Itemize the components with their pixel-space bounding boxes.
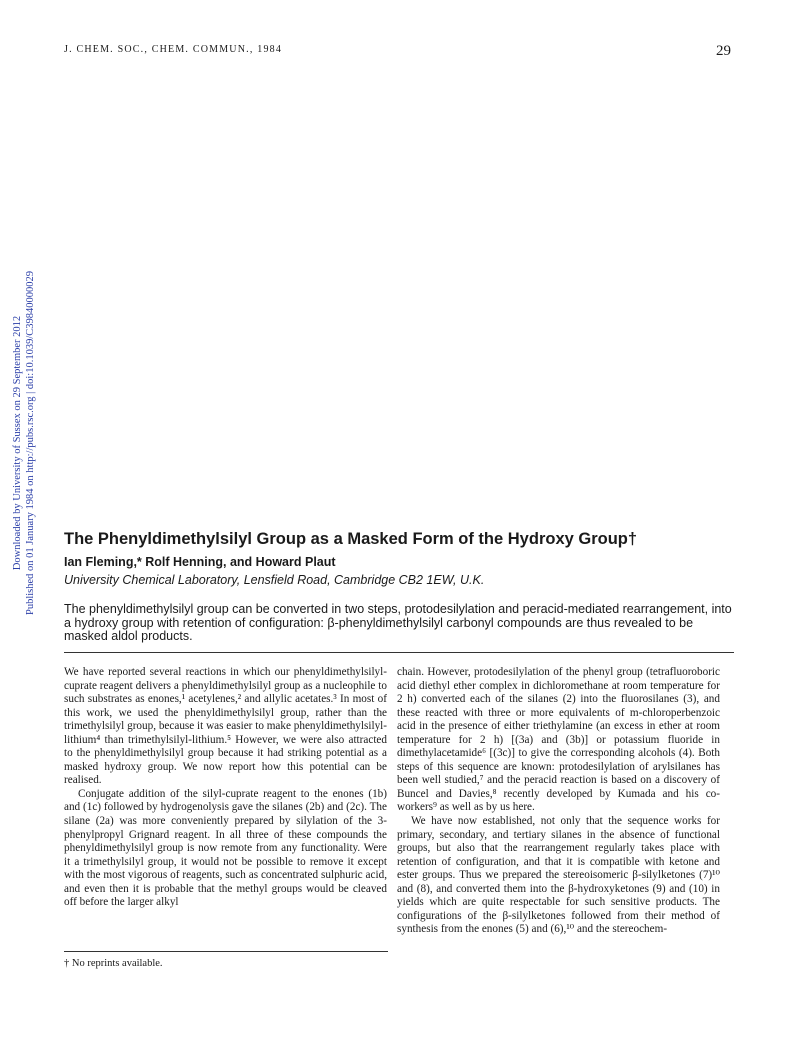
doi-note-line[interactable]: Published on 01 January 1984 on http://pubs.rsc.org | doi:10.1039/C39840000029 [25,270,36,616]
left-column [64,666,387,910]
article-authors: Ian Fleming,* Rolf Henning, and Howard Plaut [64,555,336,569]
body-paragraph: We have reported several reactions in which our phenyldimethylsilyl-cuprate reagent delivers a phenyldimethylsilyl group as a nucleophile to such substrates as enones,¹ acetylenes,² and allylic acetates.³ In most of this work, we used the phenyldimethylsilyl group, rather than the trimethylsilyl group, because it was easier to make phenyldimethylsilyl-lithium⁴ than trimethylsilyl-lithium.⁵ However, we were also attracted to the phenyldimethylsilyl group because it had striking potential as a masked hydroxy group. We now report how this potential can be realised. [64,666,387,787]
footnote-divider [64,951,388,952]
body-paragraph: We have now established, not only that the sequence works for primary, secondary, and tertiary silanes in the absence of functional groups, but also that the rearrangement regularly takes place with retention of configuration, and that it is compatible with ketone and ester groups. Thus we prepared the stereoisomeric β-silylketones (7)¹⁰ and (8), and converted them into the β-hydroxyketones (9) and (10) in yields which are quite respectable for such sensitive products. The configurations of the β-silylketones followed from their method of synthesis from the enones (5) and (6),¹⁰ and the stereochem- [397,815,720,936]
footnote: † No reprints available. [64,958,163,969]
body-paragraph: Conjugate addition of the silyl-cuprate reagent to the enones (1b) and (1c) followed by hydrogenolysis gave the silanes (2b) and (2c). The silane (2a) was more conveniently prepared by silylation of the 3-phenylpropyl Grignard reagent. In all three of these compounds the phenyldimethylsilyl group is now remote from any functionality. Were it a trimethylsilyl group, it would not be possible to remove it except with the most vigorous of reagents, such as concentrated sulphuric acid, and even then it is probable that the methyl groups would be cleaved off before the larger alkyl [64,787,387,909]
article-affiliation: University Chemical Laboratory, Lensfield Road, Cambridge CB2 1EW, U.K. [64,573,485,587]
article-title: The Phenyldimethylsilyl Group as a Masked Form of the Hydroxy Group† [64,530,638,548]
journal-header: J. CHEM. SOC., CHEM. COMMUN., 1984 [64,44,283,55]
article-abstract: The phenyldimethylsilyl group can be converted in two steps, protodesilylation and peracid-mediated rearrangement, into a hydroxy group with retention of configuration: β-phenyldimethylsilyl carbonyl compounds are thus revealed to be masked aldol products. [64,602,732,644]
download-note-line[interactable]: Downloaded by University of Sussex on 29 September 2012 [12,315,23,571]
abstract-divider [64,652,734,653]
download-watermark [11,133,37,753]
page-number: 29 [716,43,731,59]
body-paragraph: chain. However, protodesilylation of the phenyl group (tetrafluoroboric acid diethyl ether complex in dichloromethane at room temperature for 2 h) converted each of the silanes (2) into the fluorosilanes (3), and these reacted with three or more equivalents of m-chloroperbenzoic acid in the presence of either triethylamine (an excess in ether at room temperature for 2 h) [(3a) and (3b)] or potassium fluoride in dimethylacetamide⁶ [(3c)] to give the corresponding alcohols (4). Both steps of this sequence are known: protodesilylation of arylsilanes has been well studied,⁷ and the peracid reaction is based on a discovery of Buncel and Davies,⁸ recently developed by Kumada and his co-workers⁹ as well as by us here. [397,666,720,814]
right-column [397,666,720,937]
